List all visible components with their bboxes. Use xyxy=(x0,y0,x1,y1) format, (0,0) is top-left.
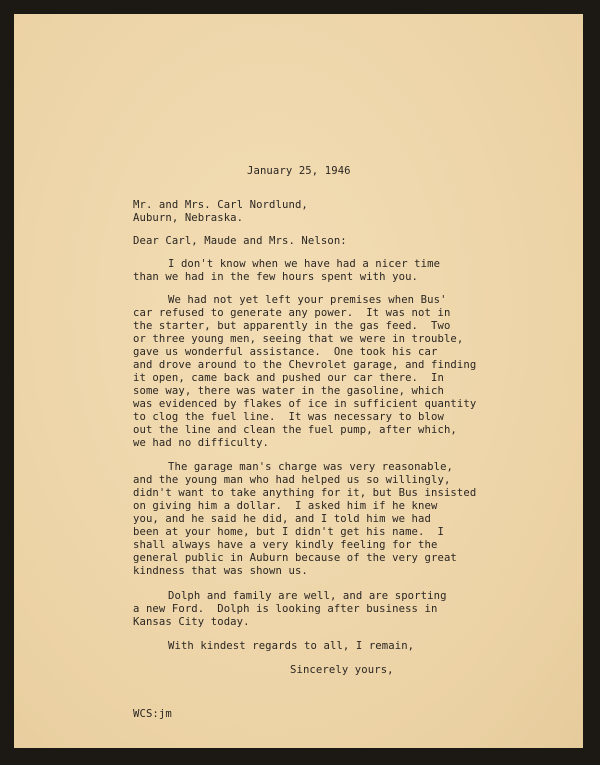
paragraph-3-line: and the young man who had helped us so willingly, xyxy=(133,474,451,486)
paragraph-3-line: general public in Auburn because of the very great xyxy=(133,552,457,564)
paragraph-3-line: kindness that was shown us. xyxy=(133,565,308,577)
paragraph-4-line: a new Ford. Dolph is looking after business in xyxy=(133,603,438,615)
paragraph-4-line: Kansas City today. xyxy=(133,616,250,628)
paragraph-3-line: shall always have a very kindly feeling for the xyxy=(133,539,438,551)
paragraph-2-line: was evidenced by flakes of ice in sufficient quantity xyxy=(133,398,477,410)
paragraph-2-line: some way, there was water in the gasoline, which xyxy=(133,385,444,397)
paragraph-2-line: the starter, but apparently in the gas feed. Two xyxy=(133,320,451,332)
paragraph-2-line: and drove around to the Chevrolet garage, and finding xyxy=(133,359,477,371)
paragraph-2-line: gave us wonderful assistance. One took his car xyxy=(133,346,438,358)
paragraph-2-line: to clog the fuel line. It was necessary to blow xyxy=(133,411,444,423)
recipient-city: Auburn, Nebraska. xyxy=(133,212,244,224)
paragraph-4-line: Dolph and family are well, and are sporting xyxy=(168,590,447,602)
paragraph-2-line: it open, came back and pushed our car there. In xyxy=(133,372,444,384)
paragraph-2-line: car refused to generate any power. It was not in xyxy=(133,307,451,319)
closing-line: With kindest regards to all, I remain, xyxy=(168,640,415,652)
typist-initials: WCS:jm xyxy=(133,708,172,720)
paragraph-2-line: or three young men, seeing that we were in trouble, xyxy=(133,333,464,345)
salutation: Dear Carl, Maude and Mrs. Nelson: xyxy=(133,235,347,247)
paragraph-2-line: out the line and clean the fuel pump, after which, xyxy=(133,424,457,436)
paragraph-1-line: I don't know when we have had a nicer time xyxy=(168,258,441,270)
paragraph-1-line: than we had in the few hours spent with you. xyxy=(133,271,419,283)
paragraph-2-line: We had not yet left your premises when Bus' xyxy=(168,294,447,306)
paragraph-2-line: we had no difficulty. xyxy=(133,437,270,449)
paragraph-3-line: on giving him a dollar. I asked him if he knew xyxy=(133,500,438,512)
paragraph-3-line: been at your home, but I didn't get his name. I xyxy=(133,526,444,538)
recipient-name: Mr. and Mrs. Carl Nordlund, xyxy=(133,199,308,211)
paragraph-3-line: didn't want to take anything for it, but Bus insisted xyxy=(133,487,477,499)
paragraph-3-line: The garage man's charge was very reasonable, xyxy=(168,461,454,473)
paragraph-3-line: you, and he said he did, and I told him we had xyxy=(133,513,431,525)
letter-date: January 25, 1946 xyxy=(247,165,351,177)
signoff: Sincerely yours, xyxy=(290,664,394,676)
